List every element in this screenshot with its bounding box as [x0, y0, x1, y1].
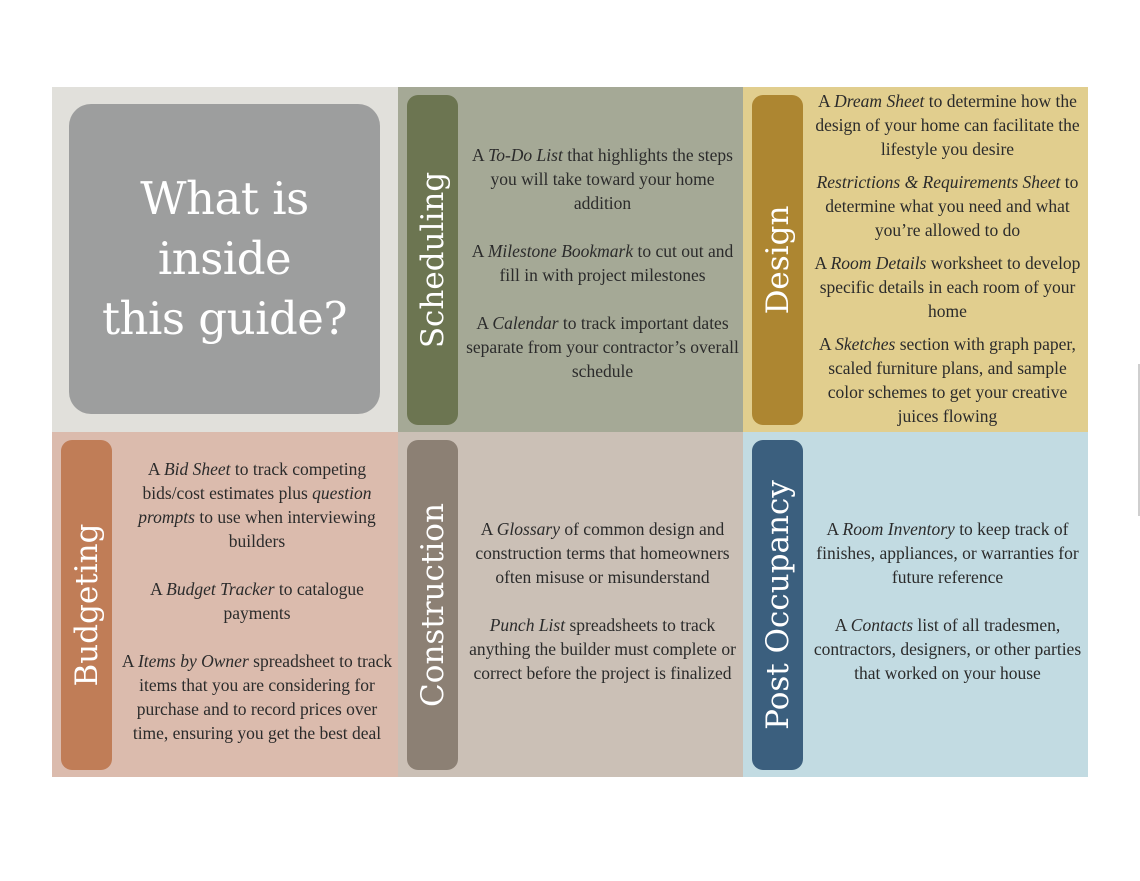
scheduling-item — [466, 143, 739, 215]
item-term: Punch List — [489, 614, 566, 635]
design-item — [811, 251, 1084, 323]
item-text: A — [819, 334, 836, 354]
title-box — [69, 104, 380, 414]
budgeting-item — [120, 577, 394, 625]
scheduling-label: Scheduling — [414, 171, 451, 349]
item-text: spreadsheet to track items that you are considering for purchase and to record prices over time, ensuring you get the best deal — [132, 650, 393, 743]
item-text: to determine how the design of your home can facilitate the lifestyle you desire — [815, 91, 1080, 159]
budgeting-tab — [61, 440, 112, 770]
item-text: worksheet to develop specific details in each room of your home — [819, 253, 1081, 321]
post-occupancy-label: Post Occupancy — [759, 480, 796, 730]
title-cell — [52, 87, 398, 432]
item-term: Sketches — [835, 334, 896, 354]
construction-item — [466, 613, 739, 685]
item-text: A — [476, 312, 493, 333]
item-text: to keep track of finishes, appliances, or warranties for future reference — [816, 518, 1079, 587]
item-text: to track important dates separate from your contractor’s overall schedule — [466, 312, 739, 381]
item-text: A — [471, 240, 488, 261]
item-term: Room Inventory — [842, 518, 955, 539]
item-text: A — [147, 458, 164, 479]
item-term: Milestone Bookmark — [487, 240, 634, 261]
item-term: question prompts — [138, 482, 372, 527]
item-text: A — [818, 91, 835, 111]
guide-grid — [52, 87, 1088, 777]
item-text: to determine what you need and what you’re allowed to do — [825, 172, 1079, 240]
item-term: Budget Tracker — [166, 578, 275, 599]
item-text: to cut out and fill in with project milestones — [499, 240, 734, 285]
item-text: A — [814, 253, 831, 273]
item-term: Calendar — [492, 312, 559, 333]
budgeting-list — [120, 424, 394, 777]
item-term: To-Do List — [488, 144, 563, 165]
design-item — [811, 332, 1084, 428]
design-label: Design — [759, 205, 796, 315]
budgeting-item — [120, 649, 394, 745]
budgeting-section — [52, 432, 398, 777]
post-occupancy-item — [811, 517, 1084, 589]
design-list — [811, 85, 1084, 432]
item-term: Contacts — [850, 614, 914, 635]
construction-section — [398, 432, 743, 777]
item-text: to use when interviewing builders — [194, 506, 376, 551]
item-text: spreadsheets to track anything the builder must complete or correct before the project is finalized — [469, 614, 736, 683]
design-item — [811, 89, 1084, 161]
item-text: to catalogue payments — [223, 578, 364, 623]
item-term: Glossary — [496, 518, 560, 539]
scheduling-section — [398, 87, 743, 432]
post-occupancy-list — [811, 424, 1084, 777]
construction-list — [466, 424, 739, 777]
item-text: list of all tradesmen, contractors, designers, or other parties that worked on your house — [813, 614, 1082, 683]
item-text: section with graph paper, scaled furniture plans, and sample color schemes to get your creative juices flowing — [827, 334, 1076, 426]
item-text: A — [150, 578, 167, 599]
design-section — [743, 87, 1088, 432]
post-occupancy-item — [811, 613, 1084, 685]
item-text: to track competing bids/cost estimates plus — [142, 458, 367, 503]
design-tab — [752, 95, 803, 425]
item-text: A — [480, 518, 497, 539]
item-text: A — [472, 144, 489, 165]
construction-label: Construction — [414, 503, 451, 707]
budgeting-label: Budgeting — [68, 523, 105, 687]
item-text: of common design and construction terms that homeowners often misuse or misunderstand — [475, 518, 730, 587]
scheduling-list — [466, 87, 739, 432]
item-term: Items by Owner — [137, 650, 249, 671]
design-item — [811, 170, 1084, 242]
scheduling-item — [466, 239, 739, 287]
item-term: Bid Sheet — [163, 458, 231, 479]
item-text: A — [834, 614, 851, 635]
item-text: that highlights the steps you will take toward your home addition — [490, 144, 733, 213]
construction-tab — [407, 440, 458, 770]
guide-title: What is inside this guide? — [101, 172, 348, 345]
item-text: A — [826, 518, 843, 539]
construction-item — [466, 517, 739, 589]
item-term: Dream Sheet — [834, 91, 925, 111]
budgeting-item — [120, 457, 394, 553]
post-occupancy-section — [743, 432, 1088, 777]
scheduling-item — [466, 311, 739, 383]
post-occupancy-tab — [752, 440, 803, 770]
item-text: A — [121, 650, 138, 671]
scheduling-tab — [407, 95, 458, 425]
item-term: Restrictions & Requirements Sheet — [816, 172, 1061, 192]
item-term: Room Details — [830, 253, 927, 273]
